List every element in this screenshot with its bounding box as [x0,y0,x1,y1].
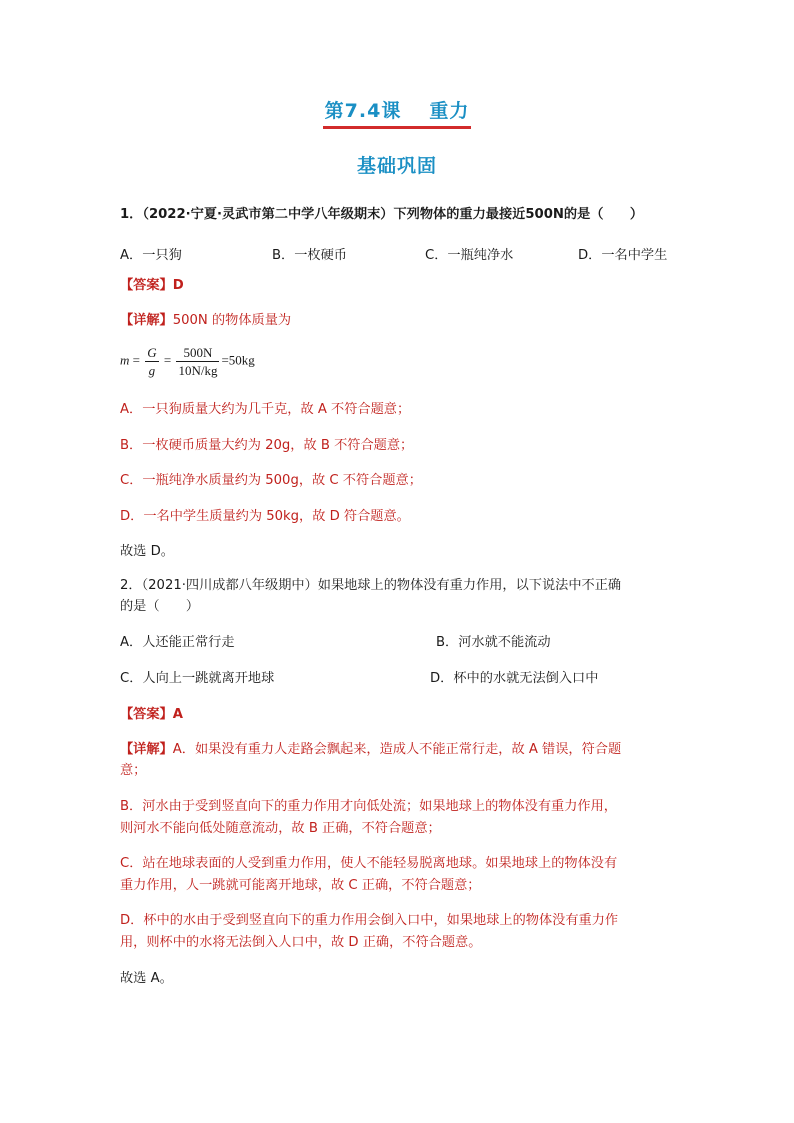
q2-detail-c-line1: C．站在地球表面的人受到重力作用，使人不能轻易脱离地球。如果地球上的物体没有 [120,856,618,871]
q2-answer [120,702,680,728]
formula-g-num: G [147,345,157,360]
formula-result: =50kg [221,352,255,368]
q1-option-a: A．一只狗 [120,248,182,263]
q1-analysis-a: A．一只狗质量大约为几千克，故 A 不符合题意； [120,402,411,417]
q1-analysis-c: C．一瓶纯净水质量约为 500g，故 C 不符合题意； [120,473,422,488]
formula-g-fraction [145,344,158,379]
formula-m: m [120,352,130,368]
q1-option-b: B．一枚硬币 [272,248,347,263]
q1-detail-intro [120,308,680,334]
q1-answer [120,273,680,299]
q1-conclusion: 故选 D。 [120,544,174,559]
q2-option-b: B．河水就不能流动 [436,635,551,650]
answer-value: A [172,707,183,722]
formula-value-fraction [176,344,219,379]
q1-option-c: C．一瓶纯净水 [425,248,514,263]
answer-label: 【答案】 [120,707,173,722]
q2-detail-b-line1: B．河水由于受到竖直向下的重力作用才向低处流；如果地球上的物体没有重力作用， [120,799,617,814]
formula-g-den: g [148,363,156,378]
detail-label: 【详解】 [120,742,173,757]
answer-label: 【答案】 [120,278,173,293]
detail-text: A．如果没有重力人走路会飘起来，造成人不能正常行走，故 A 错误，符合题 [172,742,622,757]
formula-value-den: 10N/kg [178,363,218,378]
detail-label: 【详解】 [120,313,173,328]
q2-stem-line1: 2．（2021·四川成都八年级期中）如果地球上的物体没有重力作用，以下说法中不正确 [120,578,622,593]
formula-eq2: = [163,352,172,368]
q2-detail-d-line1: D．杯中的水由于受到竖直向下的重力作用会倒入口中，如果地球上的物体没有重力作 [120,913,619,928]
q2-conclusion: 故选 A。 [120,971,173,986]
q2-detail-d-line2: 用，则杯中的水将无法倒入人口中，故 D 正确，不符合题意。 [120,935,482,950]
q1-analysis-d: D．一名中学生质量约为 50kg，故 D 符合题意。 [120,509,410,524]
q2-option-d: D．杯中的水就无法倒入口中 [430,671,599,686]
q2-stem-line2: 的是（ ） [120,599,200,614]
lesson-topic: 重力 [429,100,470,122]
q2-detail-a-line2: 意； [120,763,147,778]
lesson-title [0,96,794,129]
q2-detail-b-line2: 则河水不能向低处随意流动，故 B 正确，不符合题意； [120,821,441,836]
lesson-number: 第7.4课 [324,100,402,122]
q2-option-a: A．人还能正常行走 [120,635,235,650]
q1-analysis-b: B．一枚硬币质量大约为 20g，故 B 不符合题意； [120,438,414,453]
q1-stem: 1．（2022·宁夏·灵武市第二中学八年级期末）下列物体的重力最接近500N的是（ ） [120,207,644,222]
q2-option-c: C．人向上一跳就离开地球 [120,671,275,686]
q2-detail-c-line2: 重力作用，人一跳就可能离开地球，故 C 正确，不符合题意； [120,878,481,893]
detail-text: 500N 的物体质量为 [172,313,292,328]
formula-eq: = [132,352,140,368]
q1-option-d: D．一名中学生 [578,248,668,263]
section-heading: 基础巩固 [356,155,437,177]
formula-value-num: 500N [176,344,219,362]
q1-formula [120,344,255,384]
answer-value: D [172,278,184,293]
